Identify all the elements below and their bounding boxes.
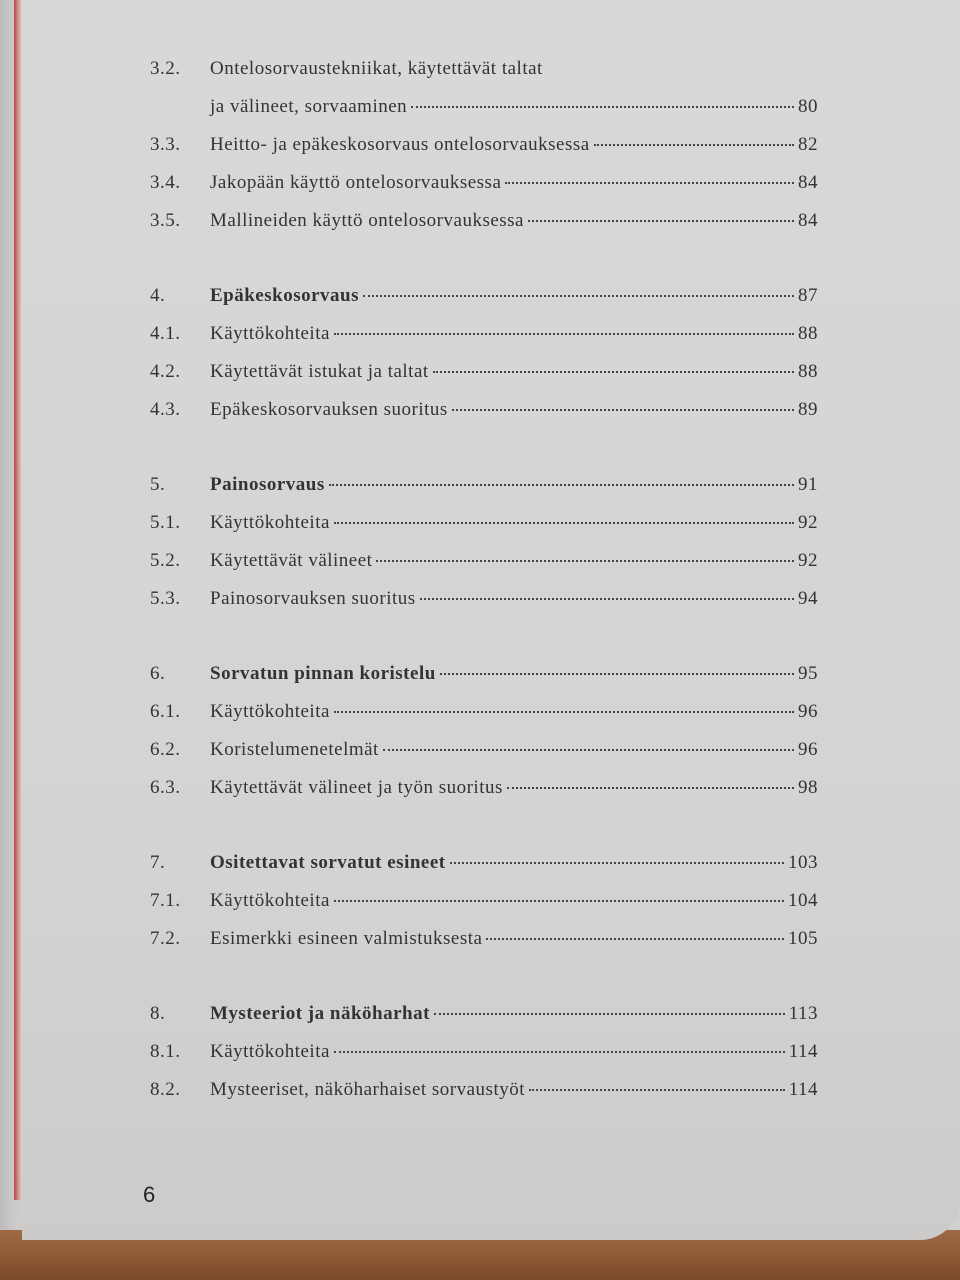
toc-chapter xyxy=(150,1003,818,1041)
entry-number: 5. xyxy=(150,474,166,495)
entry-number: 3.2. xyxy=(150,58,181,79)
entry-title: Mallineiden käyttö ontelosorvauksessa xyxy=(210,210,524,231)
toc-section xyxy=(150,663,818,815)
entry-number: 5.1. xyxy=(150,512,181,533)
entry-number: 4.3. xyxy=(150,399,181,420)
dot-leader xyxy=(383,749,794,751)
entry-number: 6.3. xyxy=(150,777,181,798)
dot-leader xyxy=(505,182,794,184)
toc-entry xyxy=(150,1079,818,1117)
entry-number: 3.5. xyxy=(150,210,181,231)
entry-page: 89 xyxy=(798,399,818,420)
entry-number: 7.2. xyxy=(150,928,181,949)
toc-section xyxy=(150,474,818,626)
entry-number: 6.1. xyxy=(150,701,181,722)
entry-title: Esimerkki esineen valmistuksesta xyxy=(210,928,483,949)
toc-entry xyxy=(150,928,818,966)
entry-title: Käyttökohteita xyxy=(210,323,330,344)
entry-page: 87 xyxy=(798,285,818,306)
entry-number: 8. xyxy=(150,1003,166,1024)
toc-entry xyxy=(150,361,818,399)
entry-title: Koristelumenetelmät xyxy=(210,739,379,760)
entry-page: 96 xyxy=(798,739,818,760)
entry-number: 7.1. xyxy=(150,890,181,911)
entry-title: Käyttökohteita xyxy=(210,512,330,533)
entry-title: Painosorvauksen suoritus xyxy=(210,588,416,609)
toc-entry xyxy=(150,58,818,96)
entry-title: Heitto- ja epäkeskosorvaus ontelosorvauksessa xyxy=(210,134,590,155)
entry-page: 98 xyxy=(798,777,818,798)
entry-number: 8.2. xyxy=(150,1079,181,1100)
entry-page: 105 xyxy=(788,928,818,949)
dot-leader xyxy=(529,1089,785,1091)
entry-page: 88 xyxy=(798,323,818,344)
dot-leader xyxy=(452,409,794,411)
dot-leader xyxy=(433,371,794,373)
toc-entry xyxy=(150,550,818,588)
entry-page: 103 xyxy=(788,852,818,873)
dot-leader xyxy=(363,295,794,297)
dot-leader xyxy=(411,106,794,108)
entry-number: 7. xyxy=(150,852,166,873)
entry-page: 84 xyxy=(798,172,818,193)
entry-page: 80 xyxy=(798,96,818,117)
entry-title-line2: ja välineet, sorvaaminen xyxy=(210,96,408,117)
toc-entry xyxy=(150,172,818,210)
toc-entry xyxy=(150,512,818,550)
dot-leader xyxy=(334,522,794,524)
dot-leader xyxy=(334,900,784,902)
toc-entry-continued xyxy=(150,96,818,134)
toc-entry xyxy=(150,323,818,361)
entry-page: 84 xyxy=(798,210,818,231)
entry-number: 5.2. xyxy=(150,550,181,571)
entry-page: 104 xyxy=(788,890,818,911)
dot-leader xyxy=(334,1051,785,1053)
toc-entry xyxy=(150,777,818,815)
entry-title: Käytettävät välineet xyxy=(210,550,373,571)
entry-title: Epäkeskosorvaus xyxy=(210,285,359,306)
dot-leader xyxy=(486,938,784,940)
entry-page: 114 xyxy=(788,1041,818,1062)
toc-entry xyxy=(150,739,818,777)
entry-page: 92 xyxy=(798,512,818,533)
page-number: 6 xyxy=(143,1182,156,1207)
toc-section xyxy=(150,285,818,437)
entry-page: 82 xyxy=(798,134,818,155)
toc-entry xyxy=(150,134,818,172)
toc-chapter xyxy=(150,663,818,701)
toc-entry xyxy=(150,890,818,928)
dot-leader xyxy=(376,560,794,562)
dot-leader xyxy=(507,787,794,789)
toc-section xyxy=(150,852,818,966)
entry-page: 114 xyxy=(788,1079,818,1100)
entry-number: 4. xyxy=(150,285,166,306)
entry-page: 91 xyxy=(798,474,818,495)
table-of-contents xyxy=(150,58,818,1154)
entry-title: Painosorvaus xyxy=(210,474,325,495)
entry-number: 6. xyxy=(150,663,166,684)
dot-leader xyxy=(450,862,784,864)
entry-title: Käytettävät istukat ja taltat xyxy=(210,361,429,382)
toc-entry xyxy=(150,210,818,248)
entry-title: Epäkeskosorvauksen suoritus xyxy=(210,399,448,420)
dot-leader xyxy=(594,144,794,146)
dot-leader xyxy=(329,484,794,486)
dot-leader xyxy=(334,711,794,713)
toc-section xyxy=(150,1003,818,1117)
entry-title: Mysteeriset, näköharhaiset sorvaustyöt xyxy=(210,1079,526,1100)
entry-page: 94 xyxy=(798,588,818,609)
toc-entry xyxy=(150,399,818,437)
book-edge xyxy=(14,0,22,1200)
toc-entry xyxy=(150,1041,818,1079)
entry-title: Sorvatun pinnan koristelu xyxy=(210,663,436,684)
entry-page: 95 xyxy=(798,663,818,684)
dot-leader xyxy=(334,333,794,335)
entry-number: 8.1. xyxy=(150,1041,181,1062)
entry-title: Jakopään käyttö ontelosorvauksessa xyxy=(210,172,502,193)
toc-entry xyxy=(150,588,818,626)
toc-chapter xyxy=(150,285,818,323)
dot-leader xyxy=(420,598,794,600)
entry-title: Käytettävät välineet ja työn suoritus xyxy=(210,777,503,798)
toc-chapter xyxy=(150,474,818,512)
entry-title: Ontelosorvaustekniikat, käytettävät taltat xyxy=(210,58,543,79)
entry-page: 92 xyxy=(798,550,818,571)
entry-title: Käyttökohteita xyxy=(210,701,330,722)
entry-title: Mysteeriot ja näköharhat xyxy=(210,1003,430,1024)
toc-entry xyxy=(150,701,818,739)
entry-number: 3.4. xyxy=(150,172,181,193)
entry-number: 6.2. xyxy=(150,739,181,760)
dot-leader xyxy=(440,673,794,675)
dot-leader xyxy=(528,220,794,222)
entry-title: Käyttökohteita xyxy=(210,1041,330,1062)
dot-leader xyxy=(434,1013,785,1015)
entry-number: 5.3. xyxy=(150,588,181,609)
toc-section xyxy=(150,58,818,248)
entry-title: Ositettavat sorvatut esineet xyxy=(210,852,446,873)
entry-page: 113 xyxy=(788,1003,818,1024)
entry-title: Käyttökohteita xyxy=(210,890,330,911)
entry-number: 4.2. xyxy=(150,361,181,382)
entry-page: 88 xyxy=(798,361,818,382)
entry-number: 4.1. xyxy=(150,323,181,344)
toc-chapter xyxy=(150,852,818,890)
entry-page: 96 xyxy=(798,701,818,722)
entry-number: 3.3. xyxy=(150,134,181,155)
